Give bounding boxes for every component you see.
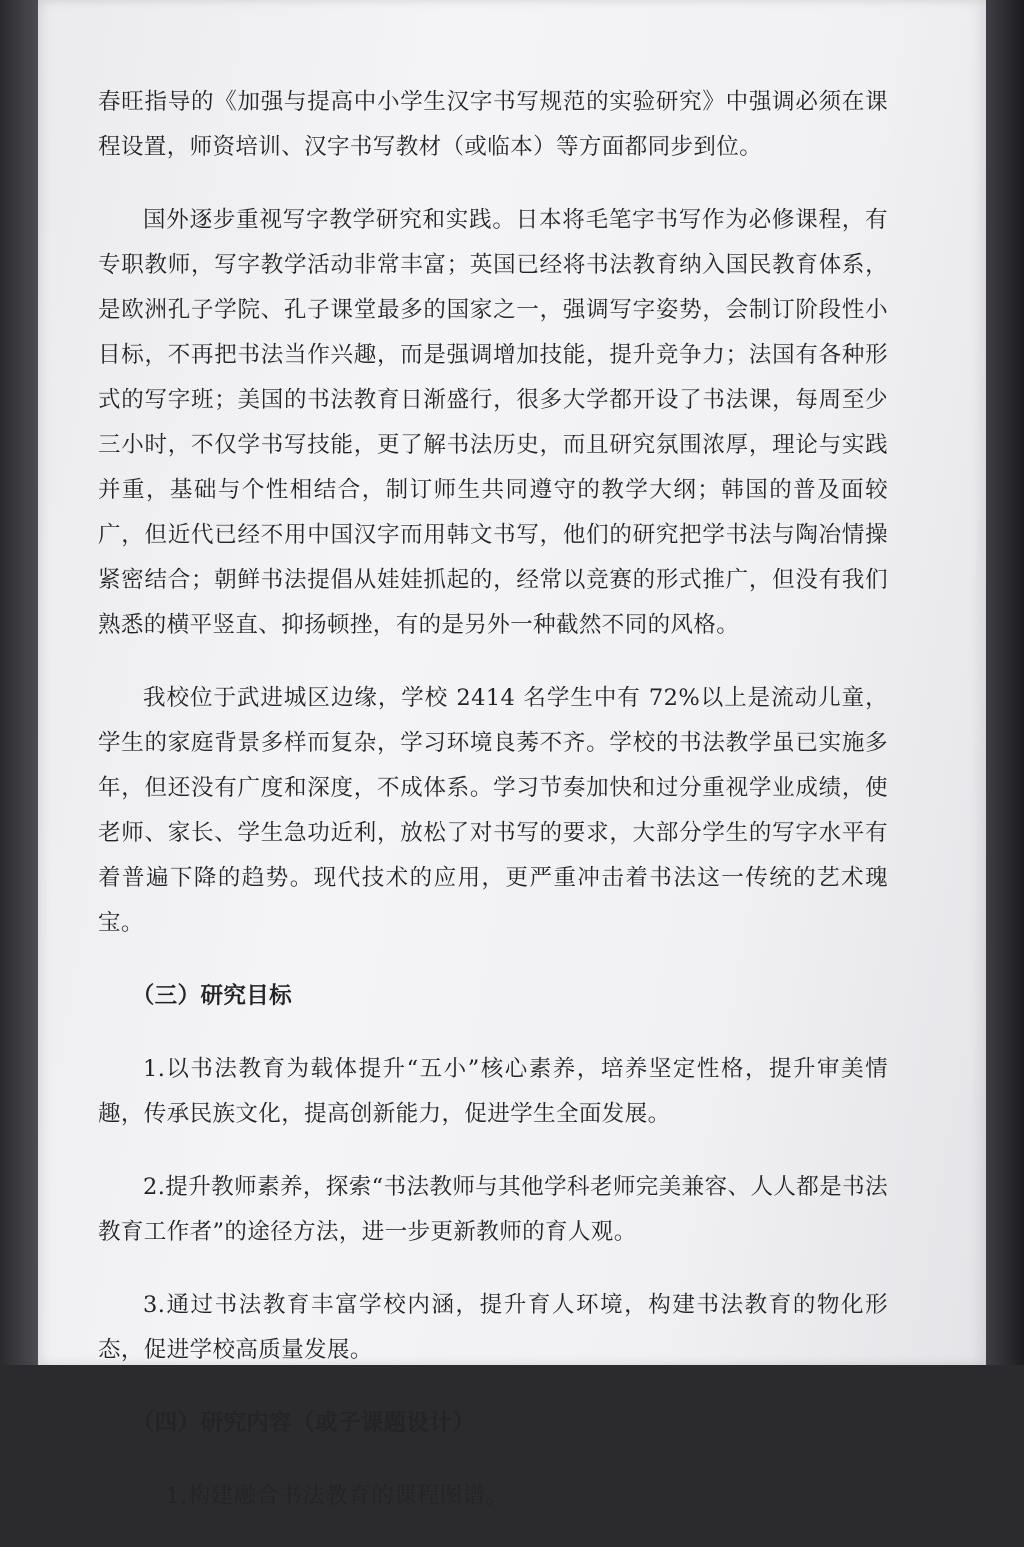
list-item: 1.以书法教育为载体提升“五小”核心素养，培养坚定性格，提升审美情趣，传承民族文化，提高创新能力，促进学生全面发展。 [98,1056,888,1127]
list-item: 3.通过书法教育丰富学校内涵，提升育人环境，构建书法教育的物化形态，促进学校高质量发展。 [98,1292,888,1363]
paragraph-foreign-practice: 国外逐步重视写字教学研究和实践。日本将毛笔字书写作为必修课程，有专职教师，写字教学活动非常丰富；英国已经将书法教育纳入国民教育体系，是欧洲孔子学院、孔子课堂最多的国家之一，强调写字姿势，会制订阶段性小目标，不再把书法当作兴趣，而是强调增加技能，提升竞争力；法国有各种形式的写字班；美国的书法教育日渐盛行，很多大学都开设了书法课，每周至少三小时，不仅学书写技能，更了解书法历史，而且研究氛围浓厚，理论与实践并重，基础与个性相结合，制订师生共同遵守的教学大纲；韩国的普及面较广，但近代已经不用中国汉字而用韩文书写，他们的研究把学书法与陶冶情操紧密结合；朝鲜书法提倡从娃娃抓起的，经常以竞赛的形式推广，但没有我们熟悉的横平竖直、抑扬顿挫，有的是另外一种截然不同的风格。 [98,207,888,638]
section-heading-research-goals: （三）研究目标 [131,983,293,1009]
section-heading-research-content: （四）研究内容（或子课题设计） [131,1410,476,1436]
background-left-edge [0,0,38,1365]
paragraph-continuation: 春旺指导的《加强与提高中小学生汉字书写规范的实验研究》中强调必须在课程设置，师资培训、汉字书写教材（或临本）等方面都同步到位。 [98,89,888,160]
paragraph-school-background: 我校位于武进城区边缘，学校 2414 名学生中有 72%以上是流动儿童，学生的家庭背景多样而复杂，学习环境良莠不齐。学校的书法教学虽已实施多年，但还没有广度和深度，不成体系。学习节奏加快和过分重视学业成绩，使老师、家长、学生急功近利，放松了对书写的要求，大部分学生的写字水平有着普遍下降的趋势。现代技术的应用，更严重冲击着书法这一传统的艺术瑰宝。 [98,685,888,936]
background-right-edge [986,0,1024,1365]
list-item: 2.提升教师素养，探索“书法教师与其他学科老师完美兼容、人人都是书法教育工作者”的途径方法，进一步更新教师的育人观。 [98,1174,888,1245]
list-item: 1.构建融合书法教育的课程图谱。 [165,1483,509,1509]
document-body [98,80,888,1547]
